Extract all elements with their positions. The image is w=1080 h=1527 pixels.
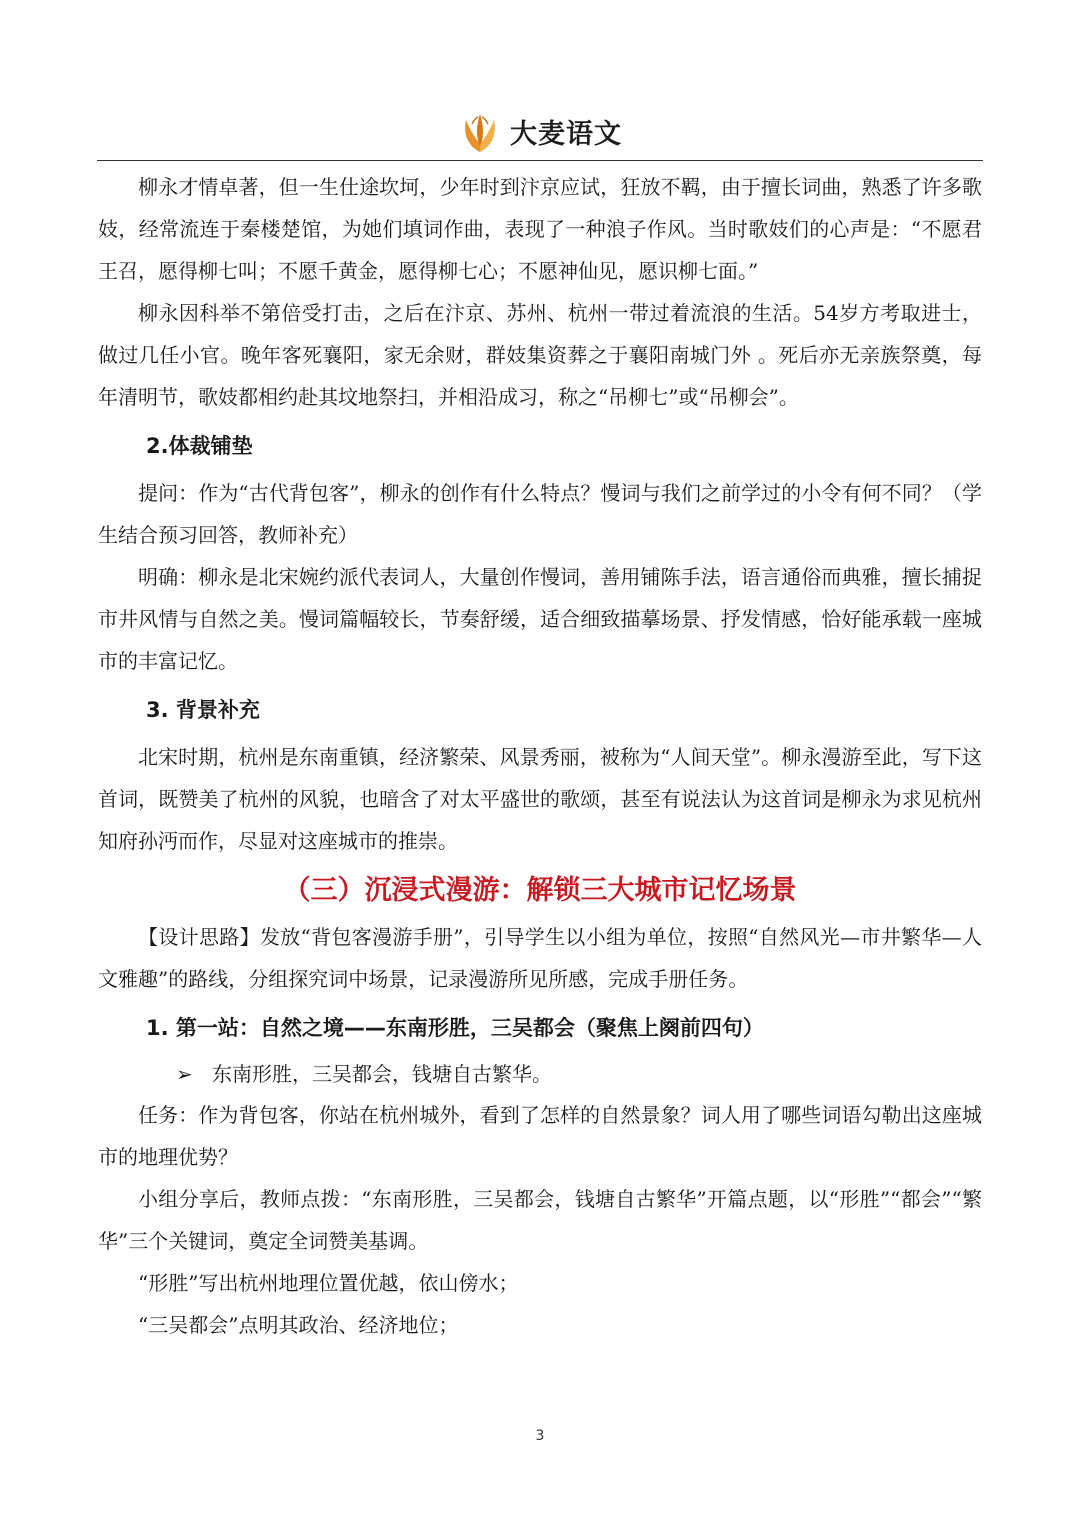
- share-paragraph: 小组分享后，教师点拨：“东南形胜，三吴都会，钱塘自古繁华”开篇点题，以“形胜”“都会”“繁华”三个关键词，奠定全词赞美基调。: [98, 1187, 982, 1253]
- page-header: [0, 104, 1080, 158]
- part-title: （三）沉浸式漫游：解锁三大城市记忆场景: [283, 875, 797, 906]
- document-body: [98, 166, 982, 1346]
- wheat-logo-icon: [458, 108, 502, 154]
- section-heading-genre: 2.体裁铺垫: [146, 434, 253, 458]
- page-number: 3: [535, 1428, 545, 1444]
- design-paragraph: 【设计思路】发放“背包客漫游手册”，引导学生以小组为单位，按照“自然风光—市井繁华—人文雅趣”的路线，分组探究词中场景，记录漫游所见所感，完成手册任务。: [98, 925, 982, 991]
- bullet-text: 东南形胜，三吴都会，钱塘自古繁华。: [212, 1062, 552, 1086]
- brand-name: 大麦语文: [510, 118, 622, 150]
- note-paragraph-1: “形胜”写出杭州地理位置优越，依山傍水；: [138, 1271, 519, 1295]
- arrow-bullet-icon: ➢: [176, 1062, 193, 1086]
- note-paragraph-2: “三吴都会”点明其政治、经济地位；: [138, 1313, 459, 1337]
- task-paragraph: 任务：作为背包客，你站在杭州城外，看到了怎样的自然景象？词人用了哪些词语勾勒出这座城市的地理优势？: [98, 1103, 982, 1169]
- answer-paragraph: 明确：柳永是北宋婉约派代表词人，大量创作慢词，善用铺陈手法，语言通俗而典雅，擅长捕捉市井风情与自然之美。慢词篇幅较长，节奏舒缓，适合细致描摹场景、抒发情感，恰好能承载一座城市的丰富记忆。: [98, 565, 982, 673]
- section-heading-background: 3. 背景补充: [146, 698, 260, 722]
- station-heading: 1. 第一站：自然之境——东南形胜，三吴都会（聚焦上阕前四句）: [146, 1016, 764, 1040]
- header-divider: [97, 160, 983, 161]
- background-paragraph: 北宋时期，杭州是东南重镇，经济繁荣、风景秀丽，被称为“人间天堂”。柳永漫游至此，写下这首词，既赞美了杭州的风貌，也暗含了对太平盛世的歌颂，甚至有说法认为这首词是柳永为求见杭州知府孙沔而作，尽显对这座城市的推崇。: [98, 745, 982, 853]
- intro-paragraph-1: 柳永才情卓著，但一生仕途坎坷，少年时到汴京应试，狂放不羁，由于擅长词曲，熟悉了许多歌妓，经常流连于秦楼楚馆，为她们填词作曲，表现了一种浪子作风。当时歌妓们的心声是：“不愿君王召，愿得柳七叫；不愿千黄金，愿得柳七心；不愿神仙见，愿识柳七面。”: [98, 175, 982, 283]
- bullet-item: [98, 1054, 982, 1094]
- intro-paragraph-2: 柳永因科举不第倍受打击，之后在汴京、苏州、杭州一带过着流浪的生活。54岁方考取进士，做过几任小官。晚年客死襄阳，家无余财，群妓集资葬之于襄阳南城门外 。死后亦无亲族祭奠，每年清明节，歌妓都相约赴其坟地祭扫，并相沿成习，称之“吊柳七”或“吊柳会”。: [98, 301, 982, 409]
- question-paragraph: 提问：作为“古代背包客”，柳永的创作有什么特点？慢词与我们之前学过的小令有何不同？（学生结合预习回答，教师补充）: [98, 481, 982, 547]
